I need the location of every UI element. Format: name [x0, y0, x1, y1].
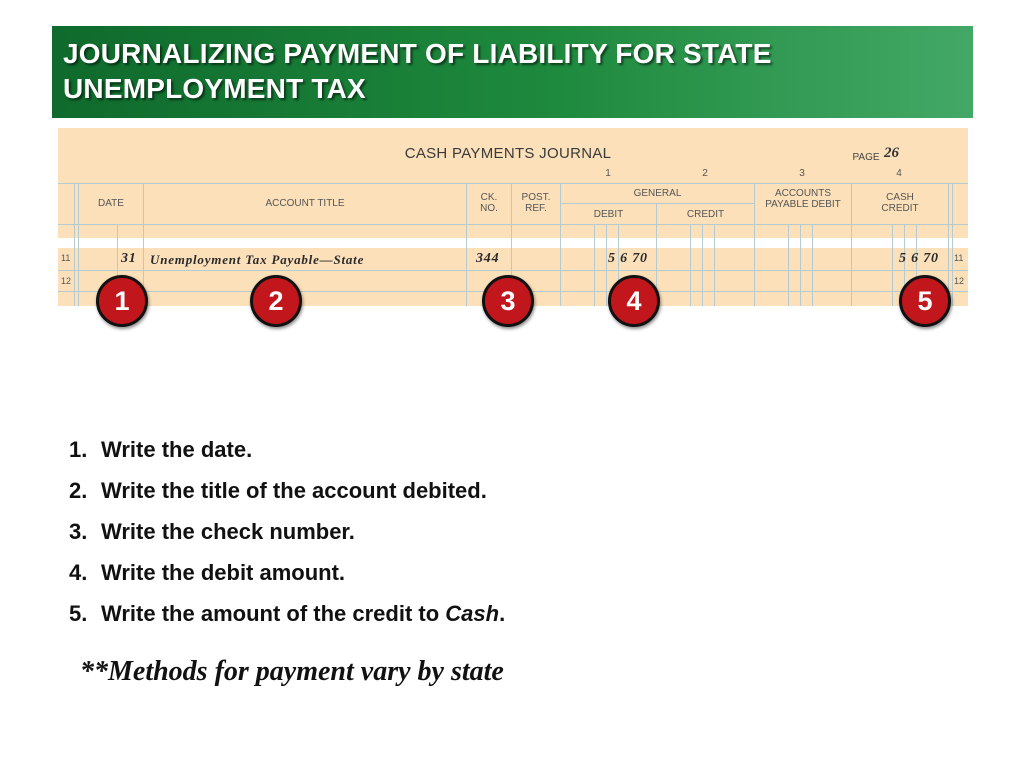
col-line	[948, 183, 949, 306]
col-line	[702, 224, 703, 306]
payment-note: **Methods for payment vary by state	[80, 656, 504, 687]
step-text: Write the title of the account debited.	[101, 478, 487, 503]
step-item	[69, 515, 769, 556]
col-line	[714, 224, 715, 306]
step-number: 1.	[69, 437, 88, 462]
callout-3: 3	[482, 275, 534, 327]
step-item	[69, 556, 769, 597]
rule-line-11	[58, 270, 968, 271]
steps-list	[69, 433, 769, 638]
step-item	[69, 597, 769, 638]
entry-cash-credit: 5 6 70	[899, 251, 939, 266]
slide-title-bar	[52, 26, 973, 118]
step-number: 3.	[69, 519, 88, 544]
ck-no-header: CK. NO.	[480, 192, 498, 214]
entry-account-title: Unemployment Tax Payable—State	[150, 252, 365, 267]
column-number-2: 2	[702, 168, 708, 179]
step-number: 2.	[69, 478, 88, 503]
callout-1: 1	[96, 275, 148, 327]
col-line	[594, 224, 595, 306]
col-line	[690, 224, 691, 306]
post-ref-header: POST. REF.	[521, 192, 551, 214]
rule-general-split	[560, 203, 754, 204]
step-item	[69, 433, 769, 474]
general-credit-header: CREDIT	[686, 209, 725, 220]
accounts-payable-debit-header: ACCOUNTS PAYABLE DEBIT	[765, 188, 841, 210]
step-number: 5.	[69, 601, 88, 626]
slide-title: JOURNALIZING PAYMENT OF LIABILITY FOR STATE UNEMPLOYMENT TAX	[63, 38, 772, 104]
col-line	[812, 224, 813, 306]
column-number-4: 4	[896, 168, 902, 179]
col-line	[851, 183, 852, 306]
date-header: DATE	[98, 198, 124, 209]
row-number-right: 11	[954, 253, 964, 263]
entry-general-debit: 5 6 70	[608, 251, 648, 266]
row-gap	[58, 238, 968, 248]
step-text: Write the debit amount.	[101, 560, 346, 585]
entry-date: 31	[121, 251, 137, 266]
step-suffix: .	[499, 601, 506, 626]
step-text: Write the date.	[101, 437, 253, 462]
step-number: 4.	[69, 560, 88, 585]
callout-5: 5	[899, 275, 951, 327]
page-label: PAGE	[852, 152, 880, 163]
rule-header-bottom	[58, 224, 968, 225]
col-line	[788, 224, 789, 306]
col-line	[466, 183, 467, 306]
col-line	[800, 224, 801, 306]
step-text: Write the amount of the credit to	[101, 601, 446, 626]
callout-4: 4	[608, 275, 660, 327]
col-line	[754, 183, 755, 306]
col-line	[892, 224, 893, 306]
col-line	[952, 183, 953, 306]
step-text: Write the check number.	[101, 519, 355, 544]
entry-check-number: 344	[476, 251, 500, 266]
col-line	[560, 183, 561, 306]
journal-title: CASH PAYMENTS JOURNAL	[404, 145, 612, 162]
general-debit-header: DEBIT	[593, 209, 624, 220]
general-header: GENERAL	[633, 188, 682, 199]
col-line	[74, 183, 75, 306]
step-item	[69, 474, 769, 515]
row-number-left: 11	[61, 253, 71, 263]
row-number-left: 12	[61, 276, 72, 286]
col-line	[606, 224, 607, 306]
cash-credit-header: CASH CREDIT	[881, 192, 919, 214]
page-number: 26	[884, 145, 899, 161]
account-title-header: ACCOUNT TITLE	[265, 198, 345, 209]
rule-header-top	[58, 183, 968, 184]
row-number-right: 12	[954, 276, 965, 286]
callout-2: 2	[250, 275, 302, 327]
step-emphasis: Cash	[445, 601, 500, 626]
column-number-3: 3	[799, 168, 805, 179]
column-number-1: 1	[605, 168, 611, 179]
